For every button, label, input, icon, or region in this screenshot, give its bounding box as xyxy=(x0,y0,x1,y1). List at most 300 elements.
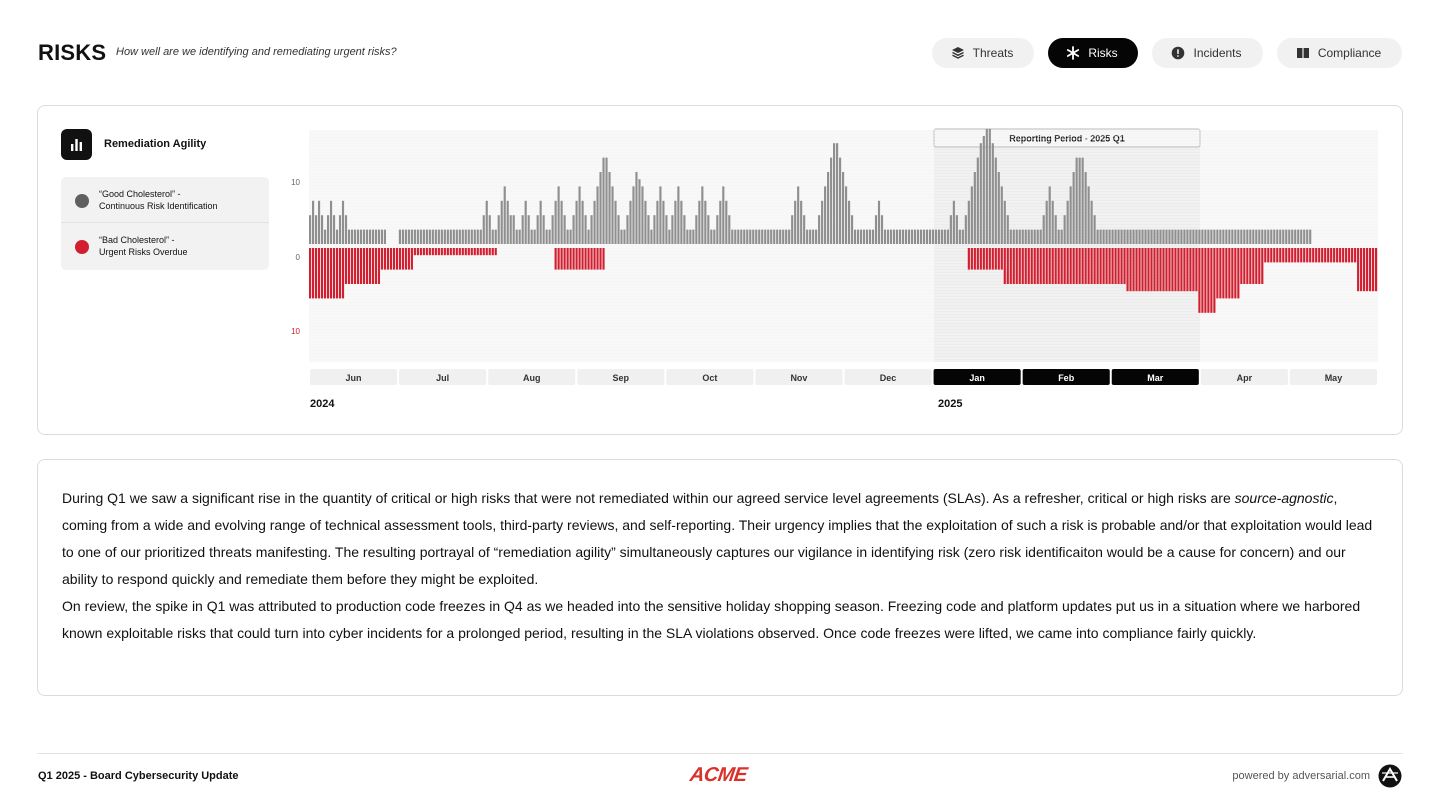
bad-bar xyxy=(411,248,413,270)
good-bar xyxy=(492,230,494,244)
good-bar xyxy=(1198,230,1200,244)
bad-bar xyxy=(477,248,479,255)
good-bar xyxy=(1264,230,1266,244)
good-bar xyxy=(516,230,518,244)
good-bar xyxy=(1064,215,1066,244)
good-bar xyxy=(1094,215,1096,244)
good-bar xyxy=(372,230,374,244)
good-bar xyxy=(923,230,925,244)
bad-bar xyxy=(1150,248,1152,291)
bad-bar xyxy=(402,248,404,270)
good-bar xyxy=(659,186,661,244)
good-bar xyxy=(800,201,802,244)
good-bar xyxy=(719,201,721,244)
good-bar xyxy=(986,129,988,244)
good-bar xyxy=(570,230,572,244)
bad-bar xyxy=(447,248,449,255)
good-bar xyxy=(968,201,970,244)
good-bar xyxy=(366,230,368,244)
bad-bar xyxy=(1312,248,1314,262)
bad-bar xyxy=(390,248,392,270)
legend-good-line1: “Good Cholesterol” - xyxy=(99,189,181,199)
good-bar xyxy=(794,201,796,244)
bad-bar xyxy=(432,248,434,255)
good-bar xyxy=(564,215,566,244)
good-bar xyxy=(1216,230,1218,244)
good-bar xyxy=(351,230,353,244)
good-bar xyxy=(567,230,569,244)
bad-bar xyxy=(1138,248,1140,291)
month-label: Nov xyxy=(790,373,808,383)
good-bar xyxy=(360,230,362,244)
bad-bar xyxy=(1249,248,1251,284)
bad-bar xyxy=(584,248,586,270)
threats-label: Threats xyxy=(972,46,1014,60)
good-bar xyxy=(593,201,595,244)
good-bar xyxy=(543,215,545,244)
good-bar xyxy=(1288,230,1290,244)
adversarial-logo-icon xyxy=(1378,764,1402,788)
bad-bar xyxy=(1129,248,1131,291)
good-bar xyxy=(761,230,763,244)
good-bar xyxy=(824,186,826,244)
good-bar xyxy=(381,230,383,244)
bad-bar xyxy=(1031,248,1033,284)
bad-bar xyxy=(462,248,464,255)
good-bar xyxy=(605,158,607,244)
bad-bar xyxy=(423,248,425,255)
good-bar xyxy=(806,230,808,244)
bad-bar xyxy=(1144,248,1146,291)
bad-bar xyxy=(561,248,563,270)
good-bar xyxy=(1055,215,1057,244)
good-bar xyxy=(312,201,314,244)
good-bar xyxy=(552,215,554,244)
good-bar xyxy=(339,215,341,244)
bad-bar xyxy=(1106,248,1108,284)
bad-bar xyxy=(1291,248,1293,262)
page-subtitle: How well are we identifying and remediating urgent risks? xyxy=(116,46,397,58)
good-bar xyxy=(414,230,416,244)
good-bar xyxy=(737,230,739,244)
bad-bar xyxy=(1004,248,1006,284)
bad-bar xyxy=(1100,248,1102,284)
good-bar xyxy=(638,179,640,244)
good-bar xyxy=(1276,230,1278,244)
bad-bar xyxy=(1264,248,1266,262)
bad-bar xyxy=(971,248,973,270)
chart-title: Remediation Agility xyxy=(104,138,207,150)
good-bar xyxy=(1007,215,1009,244)
good-bar xyxy=(710,230,712,244)
good-bar xyxy=(668,230,670,244)
good-bar xyxy=(1073,172,1075,244)
good-bar xyxy=(1070,186,1072,244)
bad-bar xyxy=(318,248,320,298)
good-bar xyxy=(1183,230,1185,244)
bad-bar xyxy=(444,248,446,255)
bad-bar xyxy=(1103,248,1105,284)
good-bar xyxy=(1114,230,1116,244)
good-bar xyxy=(827,172,829,244)
good-bar xyxy=(890,230,892,244)
bad-bar xyxy=(980,248,982,270)
bad-bar xyxy=(345,248,347,284)
bad-bar xyxy=(1153,248,1155,291)
section-nav xyxy=(932,38,1402,68)
good-bar xyxy=(378,230,380,244)
good-bar xyxy=(1291,230,1293,244)
bad-bar xyxy=(578,248,580,270)
good-bar xyxy=(432,230,434,244)
month-label: Jan xyxy=(969,373,985,383)
good-bar xyxy=(510,215,512,244)
bad-bar xyxy=(1076,248,1078,284)
remediation-agility-card xyxy=(37,105,1403,435)
good-bar xyxy=(944,230,946,244)
good-bar xyxy=(977,158,979,244)
bad-bar xyxy=(1174,248,1176,291)
good-bar xyxy=(426,230,428,244)
good-bar xyxy=(908,230,910,244)
good-bar xyxy=(860,230,862,244)
good-bar xyxy=(1040,230,1042,244)
bad-bar xyxy=(1037,248,1039,284)
incidents-button[interactable] xyxy=(1152,38,1263,68)
good-bar xyxy=(1246,230,1248,244)
bad-bar xyxy=(459,248,461,255)
good-bar xyxy=(450,230,452,244)
good-bar xyxy=(776,230,778,244)
bad-bar xyxy=(1216,248,1218,298)
good-bar xyxy=(498,215,500,244)
good-bar xyxy=(549,230,551,244)
bad-bar xyxy=(351,248,353,284)
bad-bar xyxy=(1025,248,1027,284)
bad-bar xyxy=(468,248,470,255)
bad-bar xyxy=(1231,248,1233,298)
bad-bar xyxy=(414,248,416,255)
good-bar xyxy=(1058,230,1060,244)
good-bar xyxy=(947,230,949,244)
good-bar xyxy=(1126,230,1128,244)
y-tick-label: 10 xyxy=(291,327,300,336)
good-bar xyxy=(468,230,470,244)
good-bar xyxy=(1067,201,1069,244)
good-bar xyxy=(1306,230,1308,244)
bad-bar xyxy=(558,248,560,270)
bad-bar xyxy=(1240,248,1242,284)
good-bar xyxy=(875,215,877,244)
bad-bar xyxy=(321,248,323,298)
bad-bar xyxy=(587,248,589,270)
good-bar xyxy=(620,230,622,244)
bad-bar xyxy=(1046,248,1048,284)
bad-bar xyxy=(465,248,467,255)
bad-bar xyxy=(977,248,979,270)
bad-bar xyxy=(1261,248,1263,284)
y-tick-label: 0 xyxy=(295,253,300,262)
good-bar xyxy=(896,230,898,244)
bad-bar xyxy=(1318,248,1320,262)
good-bar xyxy=(842,172,844,244)
bad-bar xyxy=(456,248,458,255)
good-bar xyxy=(1297,230,1299,244)
bad-bar xyxy=(1375,248,1377,291)
good-bar xyxy=(995,158,997,244)
good-bar xyxy=(399,230,401,244)
bad-bar xyxy=(1192,248,1194,291)
good-bar xyxy=(480,230,482,244)
good-bar xyxy=(647,215,649,244)
bad-bar xyxy=(1135,248,1137,291)
bad-bar xyxy=(1297,248,1299,262)
good-bar xyxy=(938,230,940,244)
bad-bar xyxy=(1034,248,1036,284)
good-bar xyxy=(689,230,691,244)
good-bar xyxy=(725,201,727,244)
good-bar xyxy=(707,215,709,244)
month-label: Apr xyxy=(1236,373,1253,383)
bad-bar xyxy=(1294,248,1296,262)
good-bar xyxy=(674,201,676,244)
page-title: RISKS xyxy=(38,40,107,65)
good-bar xyxy=(1082,158,1084,244)
good-bar xyxy=(438,230,440,244)
good-bar xyxy=(1177,230,1179,244)
bad-bar xyxy=(1007,248,1009,284)
bad-bar xyxy=(342,248,344,298)
good-bar xyxy=(465,230,467,244)
good-bar xyxy=(333,215,335,244)
bad-bar xyxy=(1111,248,1113,284)
bad-bar xyxy=(992,248,994,270)
bad-bar xyxy=(474,248,476,255)
good-bar xyxy=(884,230,886,244)
good-bar xyxy=(722,186,724,244)
good-bar xyxy=(851,215,853,244)
good-bar xyxy=(929,230,931,244)
bad-bar xyxy=(1234,248,1236,298)
month-label: Dec xyxy=(879,373,897,383)
good-bar xyxy=(474,230,476,244)
bad-bar xyxy=(495,248,497,255)
bad-bar xyxy=(1267,248,1269,262)
good-bar xyxy=(596,186,598,244)
bad-bar xyxy=(399,248,401,270)
bad-bar xyxy=(1141,248,1143,291)
good-bar xyxy=(1031,230,1033,244)
good-bar xyxy=(1135,230,1137,244)
footer-divider xyxy=(37,753,1403,754)
good-bar xyxy=(791,215,793,244)
bad-bar xyxy=(453,248,455,255)
bad-bar xyxy=(1132,248,1134,291)
bad-bar xyxy=(581,248,583,270)
asterisk-icon xyxy=(1066,46,1080,60)
bad-bar xyxy=(327,248,329,298)
bad-bar xyxy=(1333,248,1335,262)
good-bar xyxy=(608,172,610,244)
compliance-button[interactable] xyxy=(1277,38,1402,68)
bad-bar xyxy=(602,248,604,270)
bad-bar xyxy=(570,248,572,270)
bad-bar xyxy=(363,248,365,284)
good-bar xyxy=(576,201,578,244)
good-bar xyxy=(1109,230,1111,244)
good-bar xyxy=(519,230,521,244)
good-bar xyxy=(1207,230,1209,244)
bad-bar xyxy=(1165,248,1167,291)
good-bar xyxy=(656,201,658,244)
bad-bar xyxy=(1055,248,1057,284)
good-bar xyxy=(1174,230,1176,244)
bad-bar xyxy=(1351,248,1353,262)
good-bar xyxy=(1153,230,1155,244)
bad-bar xyxy=(315,248,317,298)
bad-bar xyxy=(576,248,578,270)
good-bar xyxy=(1111,230,1113,244)
bad-bar xyxy=(1273,248,1275,262)
good-bar xyxy=(423,230,425,244)
good-bar xyxy=(504,186,506,244)
compliance-label: Compliance xyxy=(1317,46,1382,60)
bad-bar xyxy=(417,248,419,255)
bad-bar xyxy=(1195,248,1197,291)
good-bar xyxy=(1129,230,1131,244)
bad-bar xyxy=(1270,248,1272,262)
bad-bar xyxy=(1097,248,1099,284)
month-label: May xyxy=(1324,373,1343,383)
good-bar xyxy=(917,230,919,244)
bad-bar xyxy=(1258,248,1260,284)
bad-bar xyxy=(336,248,338,298)
narrative-paragraph-1 xyxy=(62,485,1378,593)
good-bar xyxy=(420,230,422,244)
good-bar xyxy=(1097,230,1099,244)
bad-bar xyxy=(480,248,482,255)
narrative-paragraph-2: On review, the spike in Q1 was attributed to production code freezes in Q4 as we headed into the sensitive holiday shopping season. Freezing code and platform updates put us in a situation where we harbored known exploitable risks that could turn into cyber incidents for a prolonged period, resulting in the SLA violations observed. Once code freezes were lifted, we came into compliance fairly quickly. xyxy=(62,598,1361,641)
bad-bar xyxy=(1210,248,1212,313)
good-bar xyxy=(584,215,586,244)
good-bar xyxy=(1267,230,1269,244)
bad-bar xyxy=(1309,248,1311,262)
bad-bar xyxy=(1327,248,1329,262)
good-bar xyxy=(1076,158,1078,244)
bad-bar xyxy=(375,248,377,284)
bad-bar xyxy=(974,248,976,270)
good-bar xyxy=(1010,230,1012,244)
bad-bar xyxy=(1064,248,1066,284)
bad-bar xyxy=(429,248,431,255)
good-bar xyxy=(1237,230,1239,244)
good-bar xyxy=(1132,230,1134,244)
good-bar xyxy=(459,230,461,244)
good-bar xyxy=(1234,230,1236,244)
good-bar xyxy=(534,230,536,244)
good-bar xyxy=(869,230,871,244)
bad-bar xyxy=(1028,248,1030,284)
bad-bar xyxy=(420,248,422,255)
good-bar xyxy=(1279,230,1281,244)
bad-bar xyxy=(1222,248,1224,298)
good-bar xyxy=(435,230,437,244)
good-bar xyxy=(357,230,359,244)
good-bar xyxy=(833,143,835,244)
good-bar xyxy=(845,186,847,244)
bad-bar xyxy=(1186,248,1188,291)
good-bar xyxy=(1150,230,1152,244)
narrative-p1-start: During Q1 we saw a significant rise in the quantity of critical or high risks that were not remediated within our agreed service level agreements (SLAs). As a refresher, critical or high risks are xyxy=(62,490,1235,506)
good-bar xyxy=(1309,230,1311,244)
good-bar xyxy=(1091,201,1093,244)
good-bar xyxy=(677,186,679,244)
month-label: Aug xyxy=(522,373,541,383)
bad-bar xyxy=(309,248,311,298)
bad-bar xyxy=(1085,248,1087,284)
month-label: Oct xyxy=(702,373,718,383)
bad-bar xyxy=(1279,248,1281,262)
bad-bar xyxy=(1276,248,1278,262)
good-bar xyxy=(782,230,784,244)
risks-button[interactable] xyxy=(1048,38,1138,68)
good-bar xyxy=(878,201,880,244)
good-bar xyxy=(1141,230,1143,244)
narrative-text xyxy=(62,485,1378,647)
bad-bar xyxy=(1082,248,1084,284)
good-bar xyxy=(893,230,895,244)
good-bar xyxy=(1189,230,1191,244)
bad-bar xyxy=(1306,248,1308,262)
good-bar xyxy=(734,230,736,244)
threats-button[interactable] xyxy=(932,38,1034,68)
bad-bar xyxy=(1207,248,1209,313)
good-bar xyxy=(743,230,745,244)
bad-bar xyxy=(1321,248,1323,262)
good-bar xyxy=(752,230,754,244)
good-bar xyxy=(348,230,350,244)
good-bar xyxy=(1270,230,1272,244)
good-bar xyxy=(905,230,907,244)
good-bar xyxy=(581,201,583,244)
good-bar xyxy=(402,230,404,244)
good-bar xyxy=(932,230,934,244)
bad-bar xyxy=(986,248,988,270)
good-bar xyxy=(1144,230,1146,244)
good-bar xyxy=(602,158,604,244)
good-bar xyxy=(764,230,766,244)
good-bar xyxy=(1186,230,1188,244)
good-bar xyxy=(1168,230,1170,244)
bad-bar xyxy=(441,248,443,255)
bad-bar xyxy=(1180,248,1182,291)
good-bar xyxy=(1103,230,1105,244)
good-bar xyxy=(1273,230,1275,244)
good-bar xyxy=(483,215,485,244)
bad-bar xyxy=(998,248,1000,270)
bad-bar xyxy=(438,248,440,255)
good-bar xyxy=(632,186,634,244)
good-bar xyxy=(866,230,868,244)
good-bar xyxy=(1231,230,1233,244)
good-bar xyxy=(980,143,982,244)
bad-bar xyxy=(1016,248,1018,284)
header xyxy=(38,38,1402,68)
bad-bar xyxy=(1303,248,1305,262)
good-bar xyxy=(830,158,832,244)
good-bar xyxy=(1123,230,1125,244)
bad-bar xyxy=(1126,248,1128,291)
